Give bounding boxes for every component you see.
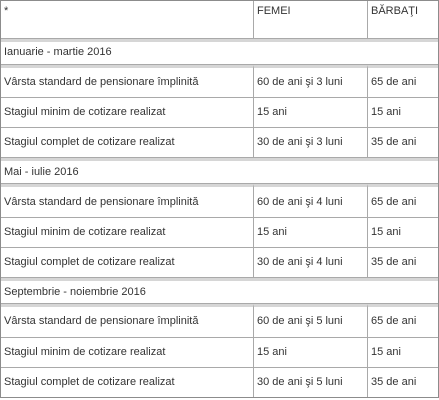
section-period-label: Mai - iulie 2016 bbox=[1, 158, 438, 184]
men-value: 15 ani bbox=[368, 98, 438, 128]
table-row bbox=[1, 184, 438, 217]
men-value: 15 ani bbox=[368, 338, 438, 368]
section-period-label: Ianuarie - martie 2016 bbox=[1, 39, 438, 65]
row-label: Vârsta standard de pensionare împlinită bbox=[1, 65, 254, 98]
row-label: Stagiul minim de cotizare realizat bbox=[1, 338, 254, 368]
table-row bbox=[1, 338, 438, 368]
women-value: 30 de ani şi 5 luni bbox=[254, 368, 368, 397]
women-value: 60 de ani şi 3 luni bbox=[254, 65, 368, 98]
header-corner-cell: * bbox=[1, 1, 254, 39]
men-value: 65 de ani bbox=[368, 65, 438, 98]
row-label: Stagiul minim de cotizare realizat bbox=[1, 98, 254, 128]
table-row bbox=[1, 128, 438, 158]
section-row bbox=[1, 39, 438, 65]
women-value: 15 ani bbox=[254, 218, 368, 248]
section-period-label: Septembrie - noiembrie 2016 bbox=[1, 278, 438, 304]
women-value: 30 de ani şi 3 luni bbox=[254, 128, 368, 158]
women-value: 60 de ani şi 4 luni bbox=[254, 184, 368, 217]
table-row bbox=[1, 248, 438, 278]
row-label: Vârsta standard de pensionare împlinită bbox=[1, 184, 254, 217]
row-label: Stagiul minim de cotizare realizat bbox=[1, 218, 254, 248]
women-value: 60 de ani şi 5 luni bbox=[254, 304, 368, 337]
men-value: 65 de ani bbox=[368, 184, 438, 217]
table-row bbox=[1, 218, 438, 248]
table-row bbox=[1, 368, 438, 397]
men-value: 35 de ani bbox=[368, 128, 438, 158]
women-value: 15 ani bbox=[254, 98, 368, 128]
header-women-cell: FEMEI bbox=[254, 1, 368, 39]
header-men-cell: BĂRBAŢI bbox=[368, 1, 438, 39]
men-value: 65 de ani bbox=[368, 304, 438, 337]
men-value: 35 de ani bbox=[371, 375, 417, 388]
table-header-row bbox=[1, 1, 438, 39]
men-value: 35 de ani bbox=[368, 248, 438, 278]
row-label: Stagiul complet de cotizare realizat bbox=[1, 128, 254, 158]
section-row bbox=[1, 158, 438, 184]
row-label: Stagiul complet de cotizare realizat bbox=[1, 368, 254, 397]
women-value: 30 de ani şi 4 luni bbox=[254, 248, 368, 278]
men-value: 15 ani bbox=[368, 218, 438, 248]
row-label: Vârsta standard de pensionare împlinită bbox=[1, 304, 254, 337]
table-row bbox=[1, 304, 438, 337]
women-value: 15 ani bbox=[254, 338, 368, 368]
table-row bbox=[1, 98, 438, 128]
section-row bbox=[1, 278, 438, 304]
table-row bbox=[1, 65, 438, 98]
row-label: Stagiul complet de cotizare realizat bbox=[1, 248, 254, 278]
